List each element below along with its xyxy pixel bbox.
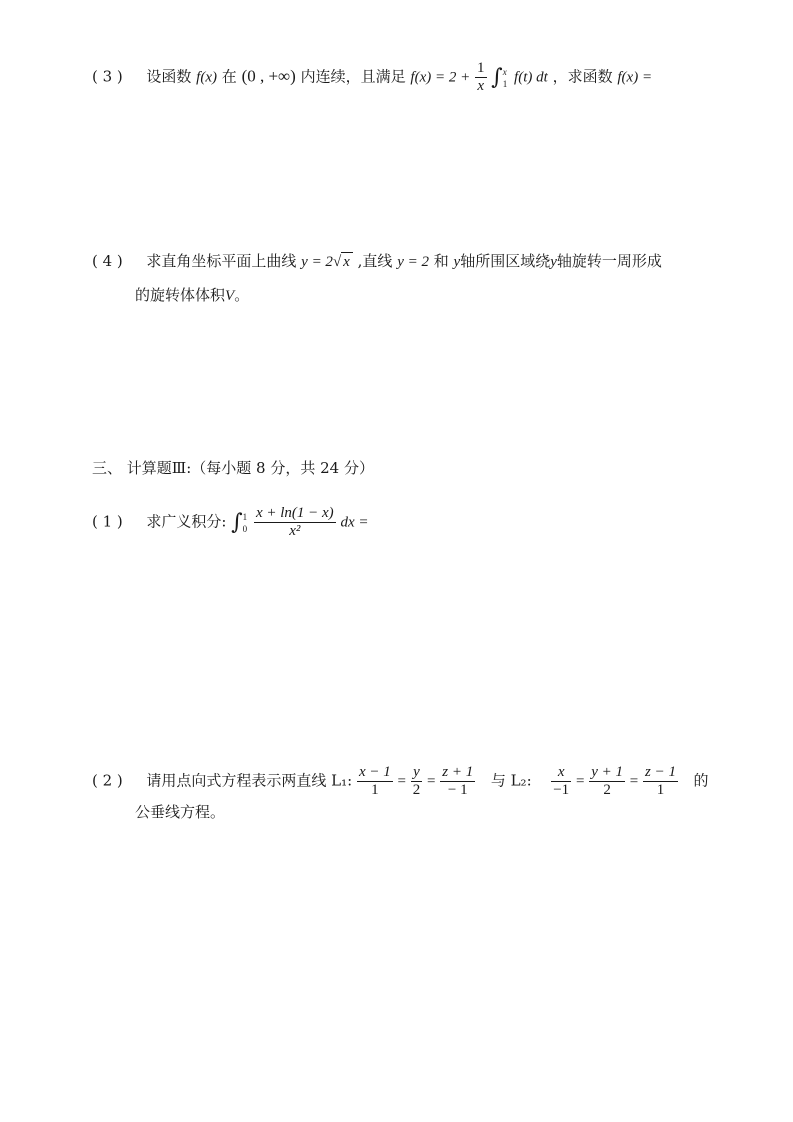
question-1-upper-limit: 1 (242, 511, 248, 522)
problem-4-number: ( 4 ) (92, 252, 123, 270)
problem-3-integrand: f(t) dt (514, 69, 548, 86)
line-2-fraction-y (589, 764, 625, 799)
problem-3-fraction-bottom: x (477, 78, 485, 94)
problem-3-limits (503, 66, 508, 90)
problem-4-text-4: 轴所围区域绕 (460, 252, 551, 270)
problem-3-text-3: 内连续，且满足 (300, 67, 406, 86)
line-1-x-top: x − 1 (358, 764, 391, 780)
question-2-text-3: 的 (693, 771, 709, 790)
line-1-x-bottom: 1 (371, 782, 379, 798)
line-2-z-bottom: 1 (656, 782, 665, 798)
problem-3-text-2: 在 (221, 67, 237, 86)
equals-sign: = (629, 773, 639, 790)
line-2-x-bottom: −1 (553, 782, 570, 798)
line-2-fraction-x (551, 764, 571, 799)
question-2-number: ( 2 ) (92, 771, 123, 790)
section-3-question-2 (92, 764, 709, 799)
question-2-line-2: 公垂线方程。 (135, 803, 226, 821)
problem-4-period: 。 (234, 286, 250, 304)
problem-3-equation-lhs: f(x) = 2 + (410, 69, 471, 86)
section-3-heading: 三、 计算题Ⅲ:（每小题 8 分，共 24 分） (92, 459, 374, 477)
question-2-text-2: 与 L₂: (490, 771, 532, 790)
problem-4 (92, 252, 662, 271)
integral-sign: ∫ (491, 64, 503, 90)
problem-3-number: ( 3 ) (92, 67, 123, 86)
line-2-z-top: z − 1 (645, 764, 676, 780)
equals-sign: = (575, 773, 585, 790)
equals-sign: = (427, 773, 436, 790)
problem-4-volume-var: V (225, 288, 235, 304)
problem-3-lower-limit: 1 (502, 78, 508, 89)
problem-4-text-6: 的旋转体体积 (135, 286, 226, 304)
problem-4-line-2 (135, 286, 249, 305)
line-1-y-top: y (411, 764, 423, 782)
question-1-lower-limit: 0 (242, 523, 248, 534)
line-2-x-top: x (551, 764, 571, 782)
question-1-number: ( 1 ) (92, 512, 123, 531)
problem-4-yvar-2: y (550, 254, 557, 270)
problem-4-text-2: ,直线 (357, 252, 393, 270)
problem-3-fx: f(x) (196, 69, 217, 86)
problem-3-ask: f(x) = (617, 69, 653, 86)
question-2-text-1: 请用点向式方程表示两直线 L₁: (146, 771, 353, 790)
question-1-text: 求广义积分: (146, 512, 227, 531)
sqrt-sign: √ (332, 254, 342, 270)
line-1-fraction-z (440, 764, 475, 799)
problem-3-text-4: ，求函数 (552, 67, 613, 86)
problem-3-upper-limit: x (502, 66, 507, 77)
line-1-y-bottom: 2 (412, 782, 421, 798)
problem-3-text-1: 设函数 (146, 67, 192, 86)
problem-3-fraction-top: 1 (477, 60, 485, 76)
equals-sign: = (397, 773, 406, 790)
problem-4-radicand: x (341, 252, 353, 271)
integral-sign: ∫ (231, 509, 243, 535)
problem-4-text-1: 求直角坐标平面上曲线 (146, 252, 297, 270)
question-1-limits (243, 511, 248, 535)
problem-4-text-3: 和 (433, 252, 449, 270)
line-1-z-bottom: − 1 (447, 782, 468, 798)
problem-4-text-5: 轴旋转一周形成 (556, 252, 662, 270)
line-2-y-bottom: 2 (603, 782, 611, 798)
line-2-fraction-z (643, 764, 678, 799)
question-1-tail: dx = (340, 514, 369, 531)
problem-4-yvar-1: y (453, 254, 461, 270)
line-1-fraction-x (357, 764, 393, 799)
problem-3 (92, 60, 652, 95)
line-1-fraction-y (411, 764, 423, 799)
problem-4-curve: y = 2 (301, 254, 333, 270)
problem-4-line: y = 2 (397, 254, 429, 270)
line-2-y-top: y + 1 (591, 764, 623, 780)
question-1-denominator: x² (289, 523, 301, 539)
problem-3-interval: (0 , +∞) (241, 66, 296, 86)
question-1-numerator: x + ln(1 − x) (255, 505, 334, 521)
problem-3-fraction (475, 60, 487, 95)
section-3-question-1 (92, 505, 368, 540)
line-1-z-top: z + 1 (442, 764, 474, 780)
question-1-fraction (254, 505, 336, 540)
